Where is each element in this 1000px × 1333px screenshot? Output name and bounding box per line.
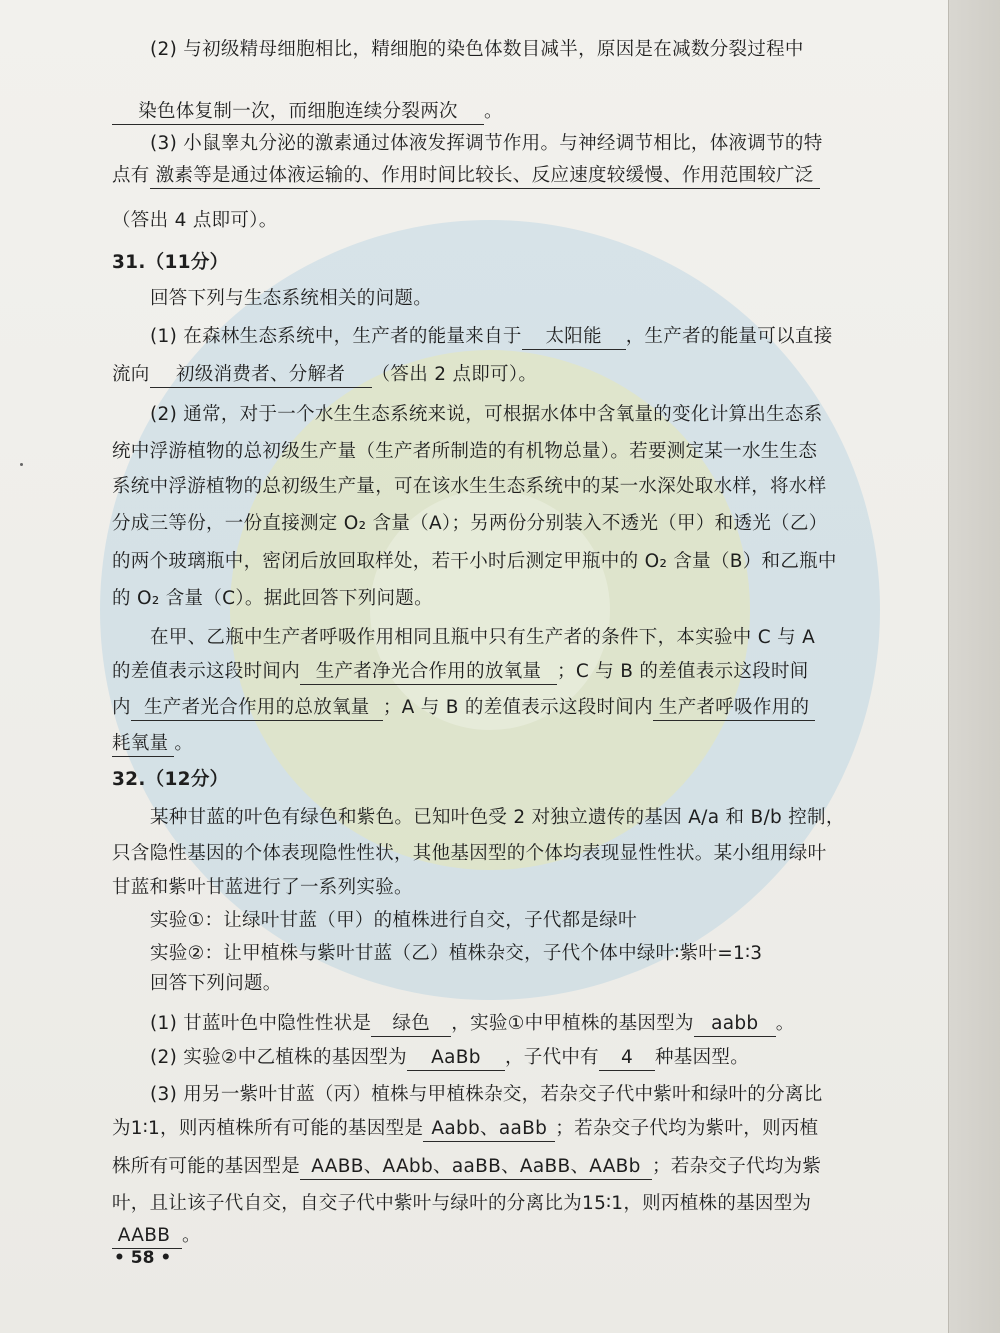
q31-p1-line2: 流向 初级消费者、分解者 （答出 2 点即可）。 xyxy=(112,361,537,389)
q31-p3-answer3a: 生产者呼吸作用的 xyxy=(653,696,815,721)
q31-p2-line4: 分成三等份，一份直接测定 O₂ 含量（A）；另两份分别装入不透光（甲）和透光（乙） xyxy=(112,513,828,534)
q31-p2-line3: 系统中浮游植物的总初级生产量，可在该水生生态系统中的某一水深处取水样，将水样 xyxy=(112,476,827,497)
margin-dot xyxy=(20,463,23,466)
q32-s3-answer2: AABB、AAbb、aaBB、AaBB、AABb xyxy=(300,1155,652,1180)
facing-page-edge xyxy=(948,0,1000,1333)
q31-p3-line1: 在甲、乙瓶中生产者呼吸作用相同且瓶中只有生产者的条件下，本实验中 C 与 A xyxy=(150,627,816,648)
q31-heading: 31.（11分） xyxy=(112,252,229,273)
q32-s1-answer2: aabb xyxy=(694,1012,776,1037)
q31-p2-line1: (2) 通常，对于一个水生生态系统来说，可根据水体中含氧量的变化计算出生态系 xyxy=(150,404,823,425)
q30-3-note: （答出 4 点即可）。 xyxy=(112,210,278,231)
q31-p1-answer2: 初级消费者、分解者 xyxy=(150,363,372,388)
q32-s3-line3: 株所有可能的基因型是 AABB、AAbb、aaBB、AaBB、AABb ；若杂交子代均为紫 xyxy=(112,1153,821,1181)
q32-experiment2: 实验②：让甲植株与紫叶甘蓝（乙）植株杂交，子代个体中绿叶∶紫叶=1∶3 xyxy=(150,943,763,964)
q31-intro: 回答下列与生态系统相关的问题。 xyxy=(150,288,433,309)
q32-s3-line1: (3) 用另一紫叶甘蓝（丙）植株与甲植株杂交，若杂交子代中紫叶和绿叶的分离比 xyxy=(150,1084,823,1105)
page-number: • 58 • xyxy=(114,1248,172,1268)
q31-p3-answer3b: 耗氧量 xyxy=(112,732,174,757)
q30-2-line2: 染色体复制一次，而细胞连续分裂两次 。 xyxy=(112,98,503,126)
q31-p2-line6: 的 O₂ 含量（C）。据此回答下列问题。 xyxy=(112,588,433,609)
q32-experiment1: 实验①：让绿叶甘蓝（甲）的植株进行自交，子代都是绿叶 xyxy=(150,910,637,931)
q32-s2-answer2: 4 xyxy=(599,1046,655,1071)
q30-2-answer: 染色体复制一次，而细胞连续分裂两次 xyxy=(112,100,484,125)
q32-s1: (1) 甘蓝叶色中隐性性状是 绿色 ，实验①中甲植株的基因型为 aabb 。 xyxy=(150,1010,795,1038)
q32-line1: 某种甘蓝的叶色有绿色和紫色。已知叶色受 2 对独立遗传的基因 A/a 和 B/b 控制， xyxy=(150,807,845,828)
q32-s3-line5: AABB 。 xyxy=(112,1222,201,1250)
q32-s3-answer3: AABB xyxy=(112,1224,182,1249)
q32-s3-line2: 为1∶1，则丙植株所有可能的基因型是 Aabb、aaBb ；若杂交子代均为紫叶，则丙植 xyxy=(112,1115,818,1143)
q32-line3: 甘蓝和紫叶甘蓝进行了一系列实验。 xyxy=(112,877,413,898)
q31-p3-line2: 的差值表示这段时间内 生产者净光合作用的放氧量 ；C 与 B 的差值表示这段时间 xyxy=(112,658,809,686)
q32-s2-answer1: AaBb xyxy=(407,1046,505,1071)
q32-ask: 回答下列问题。 xyxy=(150,973,282,994)
q32-s1-answer1: 绿色 xyxy=(371,1012,451,1037)
q30-3-line1: (3) 小鼠睾丸分泌的激素通过体液发挥调节作用。与神经调节相比，体液调节的特 xyxy=(150,133,823,154)
q32-s3-answer1: Aabb、aaBb xyxy=(423,1117,555,1142)
q31-p2-line2: 统中浮游植物的总初级生产量（生产者所制造的有机物总量）。若要测定某一水生生态 xyxy=(112,441,818,462)
q30-3-line2: 点有 激素等是通过体液运输的、作用时间比较长、反应速度较缓慢、作用范围较广泛 xyxy=(112,162,820,190)
q31-p3-line3: 内 生产者光合作用的总放氧量 ；A 与 B 的差值表示这段时间内 生产者呼吸作用的 xyxy=(112,694,815,722)
q31-p1-answer1: 太阳能 xyxy=(522,325,626,350)
q31-p3-line4: 耗氧量 。 xyxy=(112,730,193,758)
q31-p1-line1: (1) 在森林生态系统中，生产者的能量来自于 太阳能 ，生产者的能量可以直接 xyxy=(150,323,833,351)
q31-p3-answer2: 生产者光合作用的总放氧量 xyxy=(131,696,383,721)
q32-s3-line4: 叶，且让该子代自交，自交子代中紫叶与绿叶的分离比为15∶1，则丙植株的基因型为 xyxy=(112,1193,812,1214)
q32-line2: 只含隐性基因的个体表现隐性性状，其他基因型的个体均表现显性性状。某小组用绿叶 xyxy=(112,843,827,864)
q32-heading: 32.（12分） xyxy=(112,769,229,790)
q31-p3-answer1: 生产者净光合作用的放氧量 xyxy=(300,660,557,685)
q32-s2: (2) 实验②中乙植株的基因型为 AaBb ，子代中有 4 种基因型。 xyxy=(150,1044,749,1072)
q30-3-answer: 激素等是通过体液运输的、作用时间比较长、反应速度较缓慢、作用范围较广泛 xyxy=(150,164,820,189)
q30-2-line1: (2) 与初级精母细胞相比，精细胞的染色体数目减半，原因是在减数分裂过程中 xyxy=(150,39,804,60)
q31-p2-line5: 的两个玻璃瓶中，密闭后放回取样处，若干小时后测定甲瓶中的 O₂ 含量（B）和乙瓶中 xyxy=(112,551,837,572)
